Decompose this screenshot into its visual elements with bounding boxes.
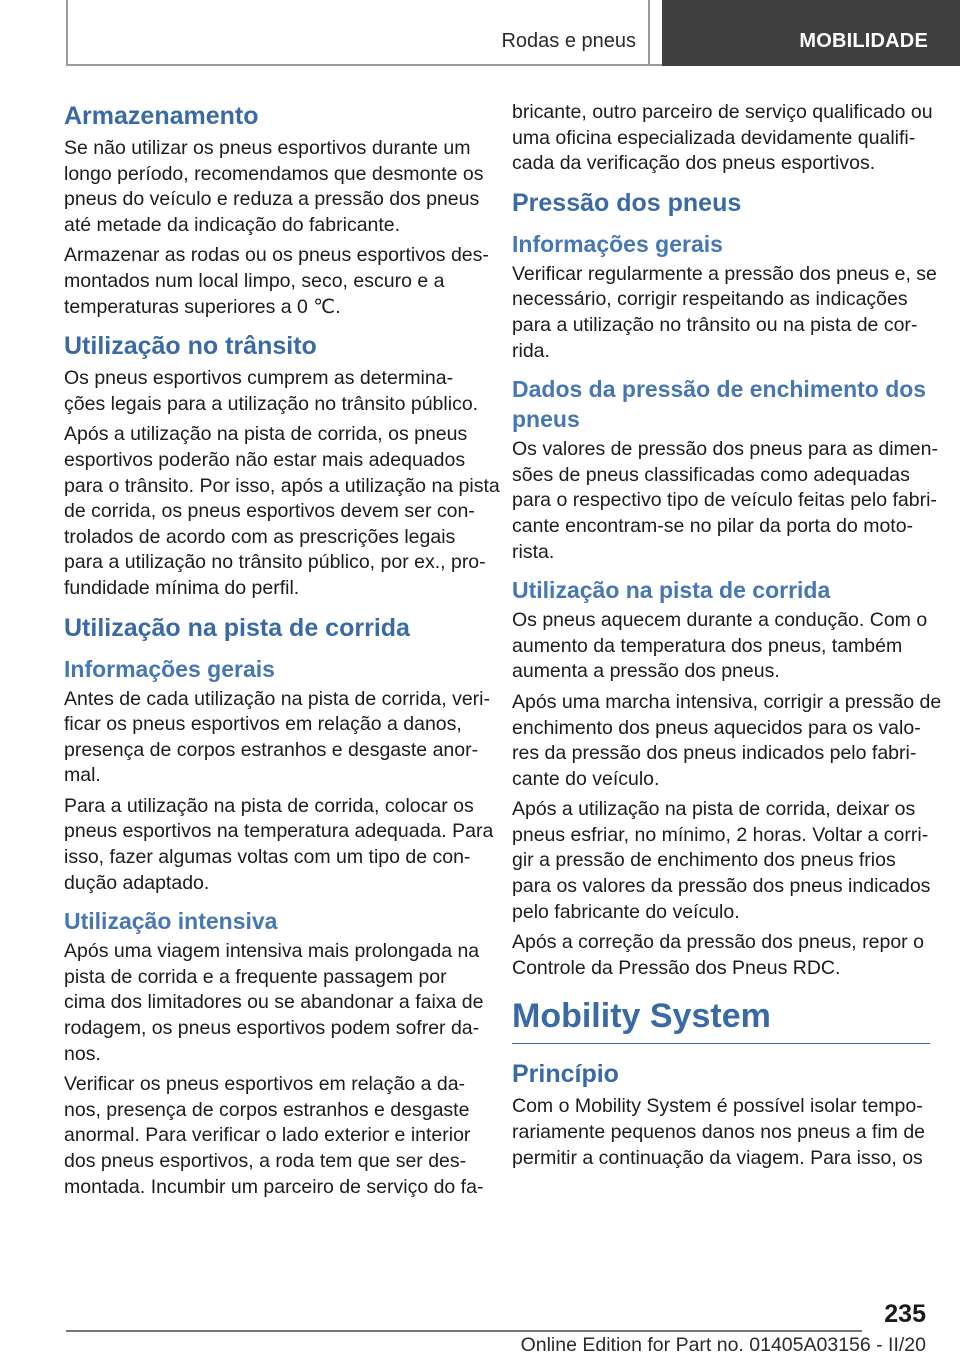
text-line: res da pressão dos pneus indicados pelo fabri‐ (512, 742, 917, 765)
text-line: pelo fabricante do veículo. (512, 900, 740, 923)
heading-utilizacao-pista: Utilização na pista de corrida (64, 613, 410, 642)
text-line: cante do veículo. (512, 767, 660, 790)
text-line: Os valores de pressão dos pneus para as dimen‐ (512, 438, 938, 461)
text-line: cante encontram-se no pilar da porta do moto‐ (512, 514, 914, 537)
text-line: Os pneus aquecem durante a condução. Com o (512, 609, 928, 632)
paragraph (512, 608, 930, 685)
text-line: sões de pneus classificadas como adequadas (512, 463, 910, 486)
paragraph (64, 136, 482, 238)
paragraph (512, 262, 937, 364)
text-line: Com o Mobility System é possível isolar tempo‐ (512, 1095, 923, 1118)
text-line: dução adaptado. (64, 871, 210, 894)
text-line: Após a utilização na pista de corrida, deixar os (512, 798, 916, 821)
footer-rule (66, 1330, 862, 1332)
text-line: bricante, outro parceiro de serviço qualificado ou (512, 101, 933, 123)
text-line: rariamente pequenos danos nos pneus a fim de (512, 1121, 926, 1144)
section-title: Rodas e pneus (501, 30, 636, 52)
paragraph (64, 794, 494, 896)
text-line: pneus esfriar, no mínimo, 2 horas. Voltar a corri‐ (512, 823, 929, 846)
subheading-dados-pressao: Dados da pressão de enchimento dos pneus (512, 376, 927, 433)
chapter-tab (662, 0, 960, 66)
left-column (64, 100, 500, 1205)
paragraph (512, 437, 938, 565)
paragraph (512, 1094, 930, 1171)
text-line: mal. (64, 764, 101, 787)
text-line: longo período, recomendamos que desmonte os (64, 162, 484, 185)
paragraph (512, 930, 930, 981)
text-line: montados num local limpo, seco, escuro e a (64, 269, 445, 292)
subheading-informacoes-gerais: Informações gerais (512, 230, 723, 257)
text-line: nos. (64, 1042, 101, 1065)
paragraph (64, 422, 500, 601)
text-line: Controle da Pressão dos Pneus RDC. (512, 956, 841, 979)
text-line: até metade da indicação do fabricante. (64, 213, 401, 236)
heading-utilizacao-transito: Utilização no trânsito (64, 332, 317, 361)
text-line: isso, fazer algumas voltas com um tipo de con‐ (64, 846, 471, 869)
heading-armazenamento: Armazenamento (64, 102, 259, 130)
text-line: nos, presença de corpos estranhos e desgaste (64, 1098, 470, 1121)
text-line: pista de corrida e a frequente passagem por (64, 965, 447, 988)
text-line: gir a pressão de enchimento dos pneus frios (512, 849, 896, 872)
text-line: presença de corpos estranhos e desgaste anor‐ (64, 738, 479, 761)
right-column (512, 100, 942, 1176)
heading-pressao-pneus: Pressão dos pneus (512, 188, 742, 217)
text-line: necessário, corrigir respeitando as indicações (512, 288, 908, 311)
text-line: montada. Incumbir um parceiro de serviço do fa‐ (64, 1175, 484, 1198)
text-line: para os valores da pressão dos pneus indicados (512, 875, 931, 898)
text-line: Se não utilizar os pneus esportivos durante um (64, 137, 471, 159)
text-line: cada da verificação dos pneus esportivos. (512, 152, 876, 175)
page-number: 235 (884, 1300, 926, 1328)
text-line: Antes de cada utilização na pista de corrida, veri‐ (64, 687, 490, 710)
text-line: Para a utilização na pista de corrida, colocar os (64, 794, 474, 817)
text-line: Verificar os pneus esportivos em relação a da‐ (64, 1073, 466, 1096)
text-line: para a utilização no trânsito público, por ex., pro‐ (64, 551, 486, 574)
text-line: Após a utilização na pista de corrida, os pneus (64, 423, 468, 446)
text-line: Verificar regularmente a pressão dos pneus e, se (512, 262, 937, 285)
text-line: anormal. Para verificar o lado exterior e interior (64, 1124, 471, 1147)
text-line: rida. (512, 339, 550, 362)
heading-mobility-system: Mobility System (512, 995, 930, 1044)
header-divider (648, 0, 650, 66)
text-line: Após a correção da pressão dos pneus, repor o (512, 931, 924, 954)
text-line: pneus do veículo e reduza a pressão dos pneus (64, 188, 480, 211)
edition-note: Online Edition for Part no. 01405A03156 - II/20 (520, 1334, 926, 1356)
paragraph (64, 1072, 482, 1200)
text-line: enchimento dos pneus aquecidos para os valo‐ (512, 716, 921, 739)
subheading-utilizacao-intensiva: Utilização intensiva (64, 908, 278, 935)
text-line: pneus esportivos na temperatura adequada. Para (64, 820, 494, 843)
paragraph-continued (512, 100, 933, 177)
text-line: ções legais para a utilização no trânsito público. (64, 392, 479, 415)
text-line: rista. (512, 540, 555, 563)
text-line: aumento da temperatura dos pneus, também (512, 634, 903, 657)
text-line: cima dos limitadores ou se abandonar a faixa de (64, 991, 484, 1014)
text-line: Após uma viagem intensiva mais prolongada na (64, 940, 480, 963)
text-line: ficar os pneus esportivos em relação a danos, (64, 713, 462, 736)
text-line: uma oficina especializada devidamente qualifi‐ (512, 126, 916, 149)
text-line: trolados de acordo com as prescrições legais (64, 525, 456, 548)
paragraph (64, 939, 482, 1067)
paragraph (512, 690, 942, 792)
header-left-rule (66, 0, 68, 66)
text-line: para a utilização no trânsito ou na pista de cor‐ (512, 313, 918, 336)
text-line: dos pneus esportivos, a roda tem que ser des‐ (64, 1150, 467, 1172)
heading-principio: Princípio (512, 1060, 619, 1089)
chapter-title: MOBILIDADE (799, 30, 928, 52)
text-line: Armazenar as rodas ou os pneus esportivos des‐ (64, 244, 489, 267)
text-line: esportivos poderão não estar mais adequados (64, 448, 466, 471)
text-line: para o trânsito. Por isso, após a utilização na pista (64, 474, 500, 497)
paragraph (64, 243, 489, 320)
text-line: temperaturas superiores a 0 ℃. (64, 295, 341, 318)
text-line: rodagem, os pneus esportivos podem sofrer da‐ (64, 1017, 480, 1040)
text-line: permitir a continuação da viagem. Para isso, os (512, 1146, 923, 1169)
text-line: de corrida, os pneus esportivos devem ser con‐ (64, 500, 475, 523)
text-line: para o respectivo tipo de veículo feitas pelo fabri‐ (512, 489, 937, 512)
text-line: Após uma marcha intensiva, corrigir a pressão de (512, 690, 942, 713)
text-line: Os pneus esportivos cumprem as determina‐ (64, 367, 454, 390)
paragraph (64, 687, 490, 789)
subheading-informacoes-gerais: Informações gerais (64, 655, 275, 682)
subheading-utilizacao-pista: Utilização na pista de corrida (512, 577, 831, 604)
text-line: fundidade mínima do perfil. (64, 576, 300, 599)
paragraph (512, 797, 930, 925)
text-line: aumenta a pressão dos pneus. (512, 660, 780, 683)
paragraph (64, 366, 482, 417)
